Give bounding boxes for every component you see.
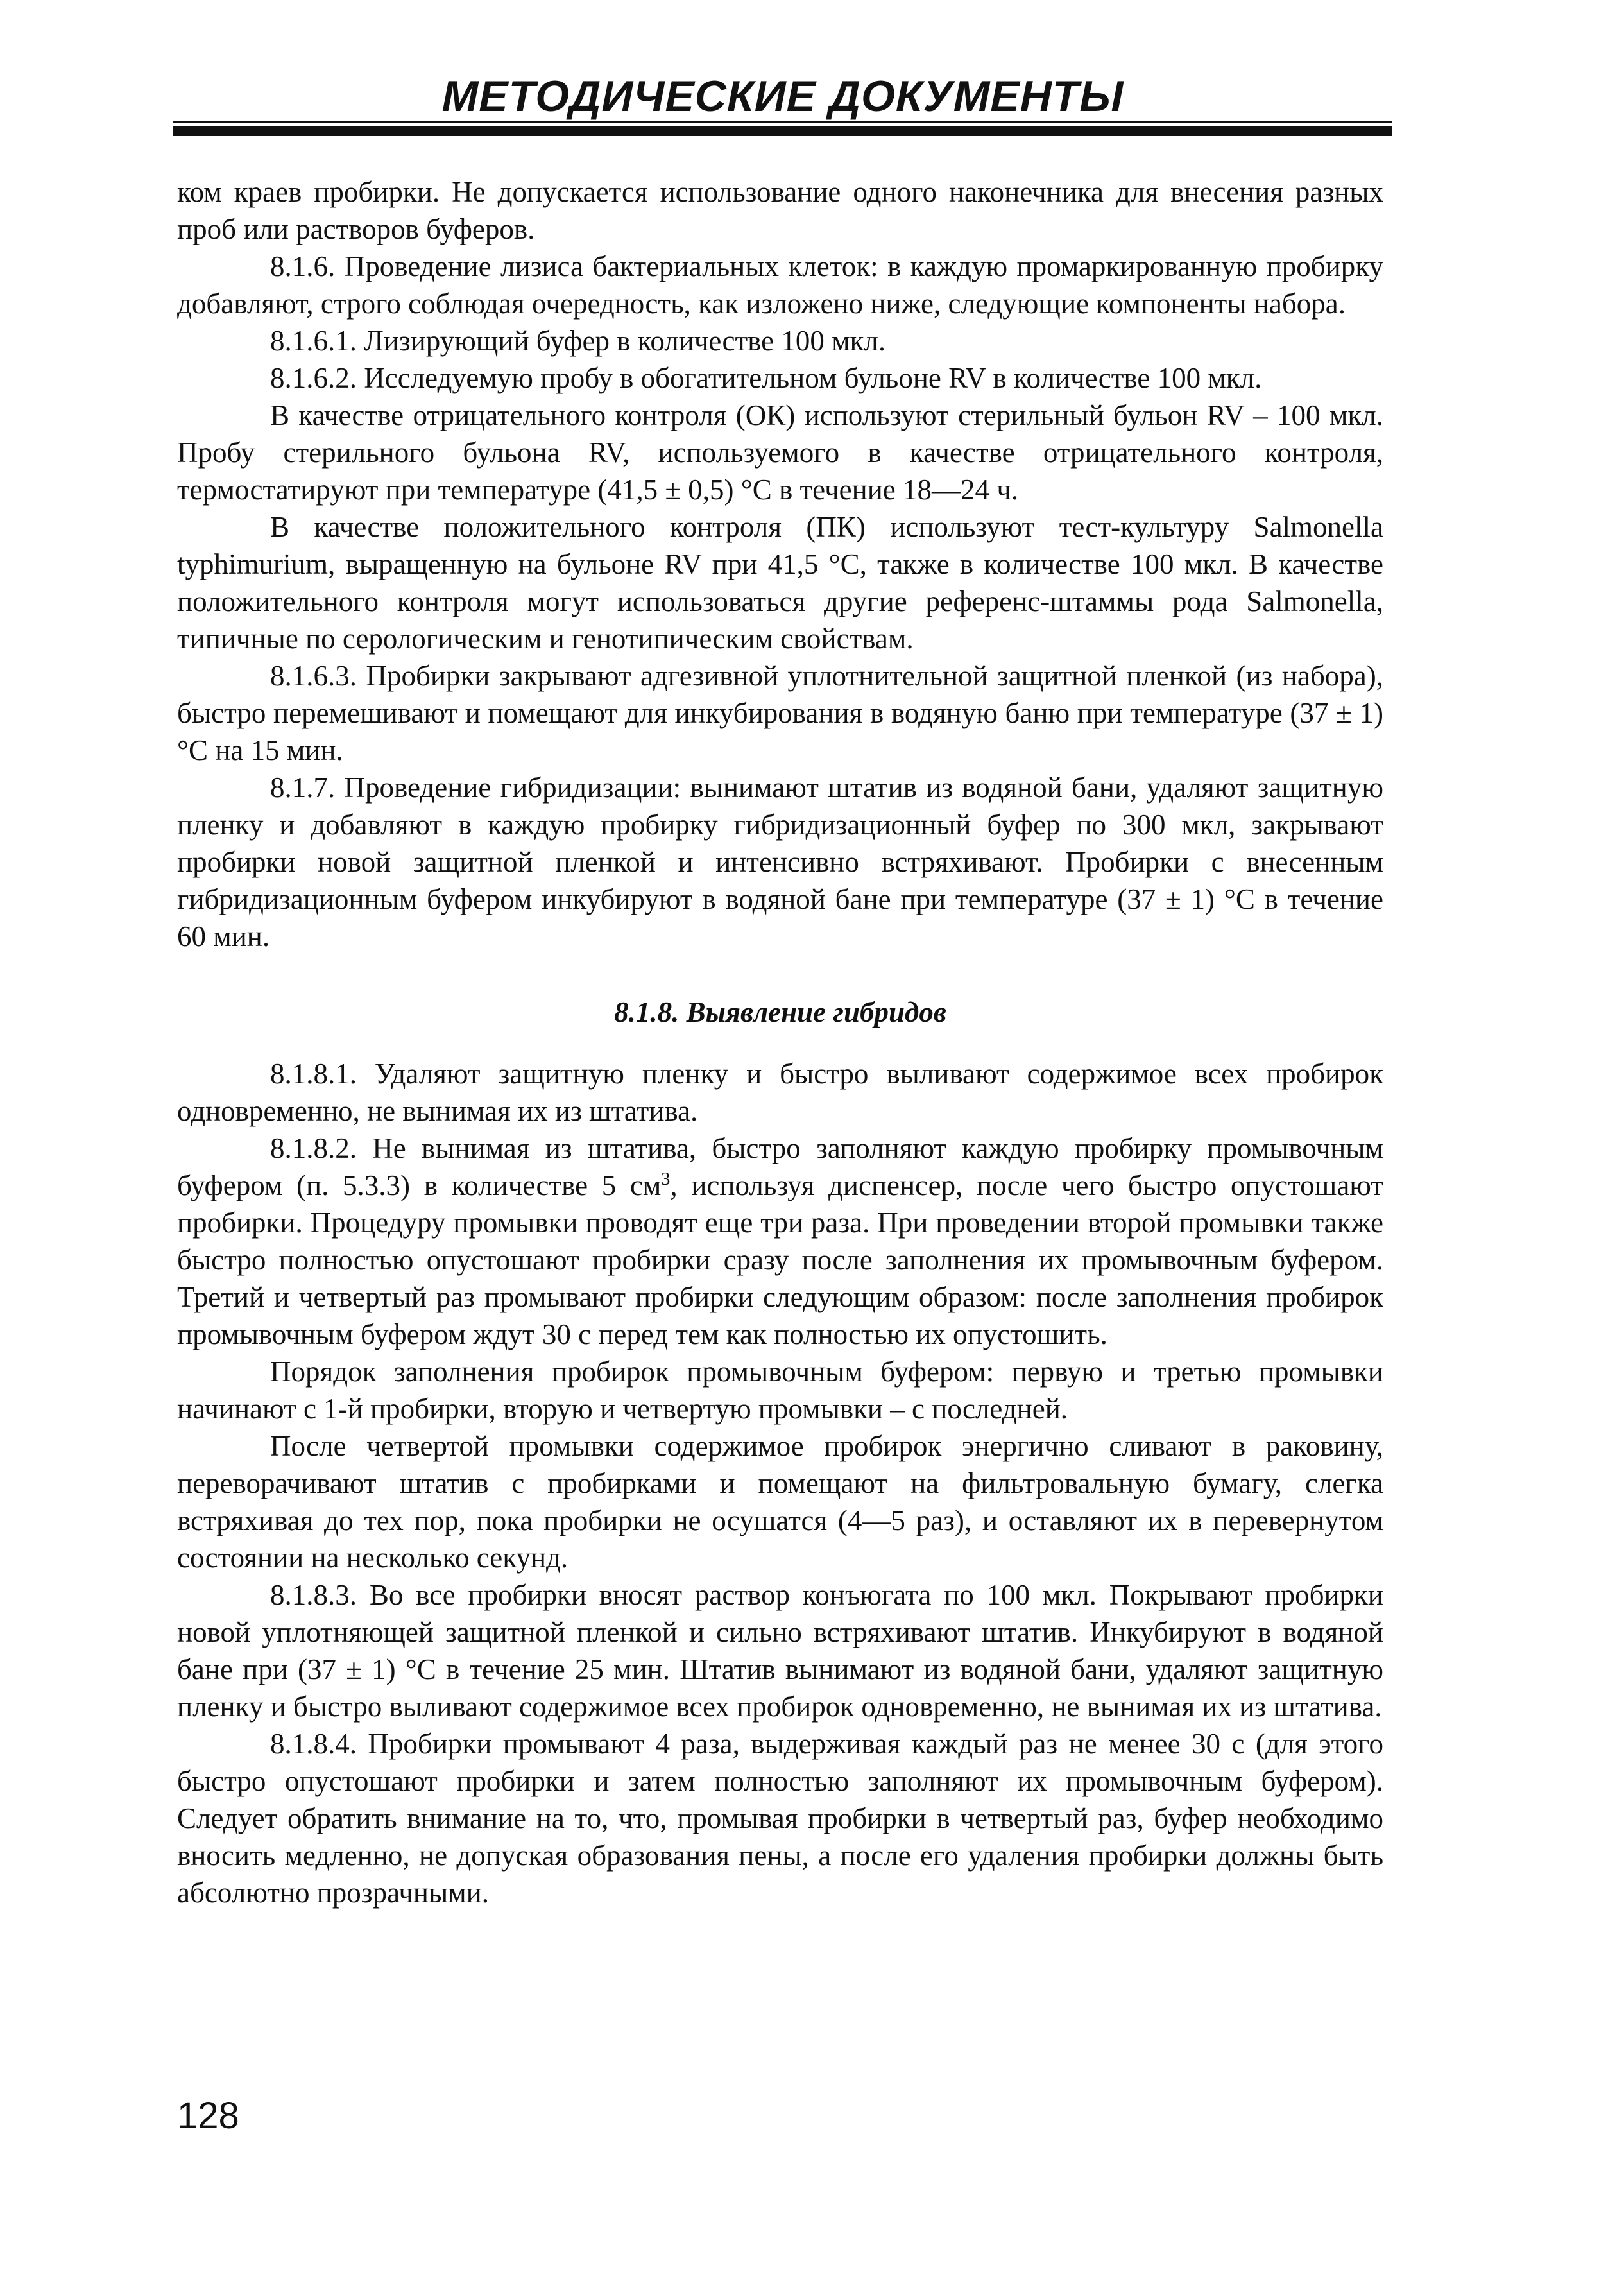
page-number: 128 <box>177 2095 239 2137</box>
paragraph-8-1-6-2: 8.1.6.2. Исследуемую пробу в обогатительном бульоне RV в количестве 100 мкл. <box>270 362 1262 394</box>
paragraph-8-1-8-3: 8.1.8.3. Во все пробирки вносят раствор конъюгата по 100 мкл. Покрывают пробирки новой уплотняющей защитной пленкой и сильно встряхивают штатив. Инкубируют в водяной бане при (37 ± 1) °С в течение 25 мин. Штатив вынимают из водяной бани, удаляют защитную пленку и быстро выливают содержимое всех пробирок одновременно, не вынимая их из штатива. <box>177 1579 1383 1723</box>
paragraph-8-1-7: 8.1.7. Проведение гибридизации: вынимают штатив из водяной бани, удаляют защитную пленку и добавляют в каждую пробирку гибридизационный буфер по 300 мкл, закрывают пробирки новой защитной пленкой и интенсивно встряхивают. Пробирки с внесенным гибридизационным буфером инкубируют в водяной бане при температуре (37 ± 1) °С в течение 60 мин. <box>177 771 1383 952</box>
paragraph-8-1-6-1: 8.1.6.1. Лизирующий буфер в количестве 100 мкл. <box>270 325 886 357</box>
paragraph-8-1-8-2-part2: , используя диспенсер, после чего быстро опустошают пробирки. Процедуру промывки проводят еще три раза. При проведении второй промывки также быстро полностью опустошают пробирки сразу после заполнения их промывочным буфером. Третий и четвертый раз промывают пробирки следующим образом: после заполнения пробирок промывочным буфером ждут 30 с перед тем как полностью их опустошить. <box>177 1169 1384 1350</box>
running-header-title: МЕТОДИЧЕСКИЕ ДОКУМЕНТЫ <box>441 72 1124 121</box>
header-rule-thin <box>173 121 1392 123</box>
paragraph-after-fourth-wash: После четвертой промывки содержимое пробирок энергично сливают в раковину, переворачивают штатив с пробирками и помещают на фильтровальную бумагу, слегка встряхивая до тех пор, пока пробирки не осушатся (4—5 раз), и оставляют их в перевернутом состоянии на несколько секунд. <box>177 1430 1383 1574</box>
superscript-cubed: 3 <box>661 1169 671 1189</box>
header-rule-thick <box>173 126 1392 136</box>
paragraph-8-1-8-2-part1: 8.1.8.2. Не вынимая из штатива, быстро заполняют каждую пробирку промывочным буфером (п. 5.3.3) в количестве 5 см <box>177 1132 1383 1201</box>
paragraph-8-1-8-4: 8.1.8.4. Пробирки промывают 4 раза, выдерживая каждый раз не менее 30 с (для этого быстро опустошают пробирки и затем полностью заполняют их промывочным буфером). Следует обратить внимание на то, что, промывая пробирки в четвертый раз, буфер необходимо вносить медленно, не допуская образования пены, а после его удаления пробирки должны быть абсолютно прозрачными. <box>177 1728 1383 1909</box>
paragraph-8-1-6: 8.1.6. Проведение лизиса бактериальных клеток: в каждую промаркированную пробирку добавляют, строго соблюдая очередность, как изложено ниже, следующие компоненты набора. <box>177 250 1383 320</box>
paragraph-8-1-6-3: 8.1.6.3. Пробирки закрывают адгезивной уплотнительной защитной пленкой (из набора), быстро перемешивают и помещают для инкубирования в водяную баню при температуре (37 ± 1) °С на 15 мин. <box>177 660 1383 766</box>
section-heading-8-1-8: 8.1.8. Выявление гибридов <box>614 996 946 1028</box>
paragraph-negative-control: В качестве отрицательного контроля (ОК) используют стерильный бульон RV – 100 мкл. Пробу стерильного бульона RV, используемого в качестве отрицательного контроля, термостатируют при температуре (41,5 ± 0,5) °С в течение 18—24 ч. <box>177 399 1383 506</box>
paragraph-8-1-8-2 <box>177 1130 1383 1353</box>
body-text <box>177 173 1383 1911</box>
paragraph-continuation: ком краев пробирки. Не допускается использование одного наконечника для внесения разных проб или растворов буферов. <box>177 176 1383 245</box>
paragraph-positive-control: В качестве положительного контроля (ПК) используют тест-культуру Salmonella typhimurium, выращенную на бульоне RV при 41,5 °С, также в количестве 100 мкл. В качестве положительного контроля могут использоваться другие референс-штаммы рода Salmonella, типичные по серологическим и генотипическим свойствам. <box>177 511 1383 655</box>
paragraph-8-1-8-1: 8.1.8.1. Удаляют защитную пленку и быстро выливают содержимое всех пробирок одновременно, не вынимая их из штатива. <box>177 1058 1383 1127</box>
paragraph-wash-order: Порядок заполнения пробирок промывочным буфером: первую и третью промывки начинают с 1-й пробирки, вторую и четвертую промывки – с последней. <box>177 1355 1383 1425</box>
